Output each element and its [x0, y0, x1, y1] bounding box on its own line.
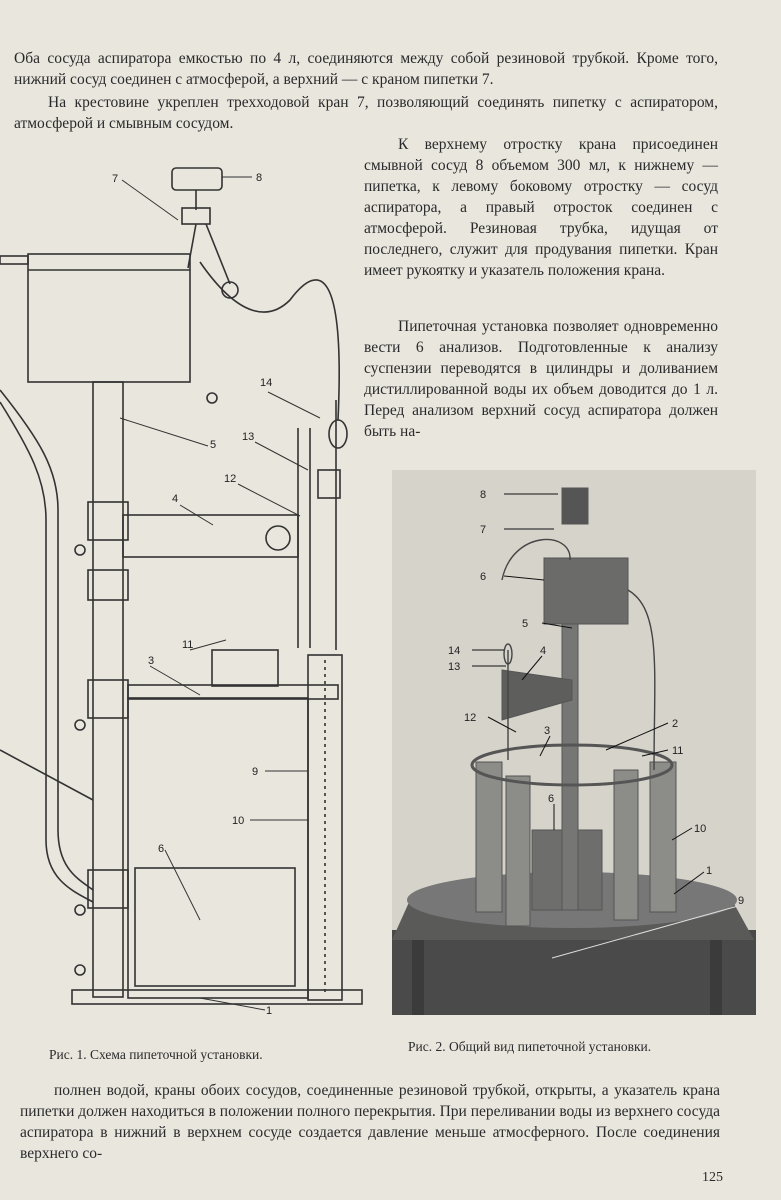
upper-aspirator-vessel [28, 254, 190, 382]
fig1-label-4: 4 [172, 493, 179, 505]
fig2-label-7: 7 [480, 524, 487, 536]
fig2-label-2: 2 [672, 718, 679, 730]
fig2-label-4: 4 [540, 645, 547, 657]
fig2-label-11: 11 [672, 745, 684, 757]
fig2-label-14: 14 [448, 645, 461, 657]
paragraph-three-way-valve: На крестовине укреплен трехходовой кран 7, позволяющий соединять пипетку с аспиратором, атмосферой и смывным сосудом. [14, 94, 718, 132]
figure-1-labels [112, 172, 272, 1017]
main-column [93, 382, 123, 997]
arm-4 [123, 515, 298, 557]
paragraph-aspirator-vessels: Оба сосуда аспиратора емкостью по 4 л, соединяются между собой резиновой трубкой. Кроме того, нижний сосуд соединен с атмосферой, а верхний — с краном пипетки 7. [14, 50, 718, 88]
figure-2-photo [392, 470, 756, 1015]
fig1-label-14: 14 [260, 377, 273, 389]
fig2-label-8: 8 [480, 489, 487, 501]
figure-1-caption: Рис. 1. Схема пипеточной установки. [49, 1047, 263, 1062]
figure-1-schematic [0, 150, 372, 1030]
fig1-label-12: 12 [224, 473, 237, 485]
fig1-label-10: 10 [232, 815, 245, 827]
fig1-label-13: 13 [242, 431, 255, 443]
fig1-label-7: 7 [112, 173, 119, 185]
fig1-label-11: 11 [182, 639, 194, 651]
fig1-label-1: 1 [266, 1005, 273, 1017]
paragraph-pipette-setup: Пипеточная установка позволяет одновременно вести 6 анализов. Подготовленные к анализу суспензии переводятся в цилиндры и доливанием дистиллированной воды их объем доводится до 1 л. Перед анализом верхний сосуд аспиратора должен быть на- [364, 318, 718, 440]
lower-aspirator-vessel [135, 868, 295, 986]
fig2-label-12: 12 [464, 712, 477, 724]
fig1-label-5: 5 [210, 439, 217, 451]
fig2-label-3: 3 [544, 725, 551, 737]
fig1-label-8: 8 [256, 172, 263, 184]
fig1-label-3: 3 [148, 655, 155, 667]
fig2-label-1: 1 [706, 865, 713, 877]
fig2-label-5: 5 [522, 618, 529, 630]
fig2-label-10: 10 [694, 823, 707, 835]
fig2-label-9: 9 [738, 895, 745, 907]
shelf-3 [128, 685, 338, 699]
fig2-label-6b: 6 [548, 793, 555, 805]
page-number: 125 [702, 1170, 723, 1185]
fig2-label-6: 6 [480, 571, 487, 583]
paragraph-filling-procedure: полнен водой, краны обоих сосудов, соединенные резиновой трубкой, открыты, а указатель крана пипетки должен находиться в положении полного перекрытия. При переливании воды из верхнего сосуда аспиратора в нижний в верхнем сосуде создается давление меньше атмосферного. После соединения верхнего со- [20, 1082, 720, 1162]
fig1-label-6: 6 [158, 843, 165, 855]
paragraph-wash-vessel: К верхнему отростку крана присоединен смывной сосуд 8 объемом 300 мл, к нижнему — пипетка, к левому боковому отростку — сосуд аспиратора, а правый отросток соединен с атмосферой. Резиновая трубка, идущая от последнего, служит для продувания пипетки. Кран имеет рукоятку и указатель положения крана. [364, 136, 718, 279]
figure-2-caption: Рис. 2. Общий вид пипеточной установки. [408, 1039, 652, 1054]
fig2-label-13: 13 [448, 661, 461, 673]
fig1-label-9: 9 [252, 766, 259, 778]
